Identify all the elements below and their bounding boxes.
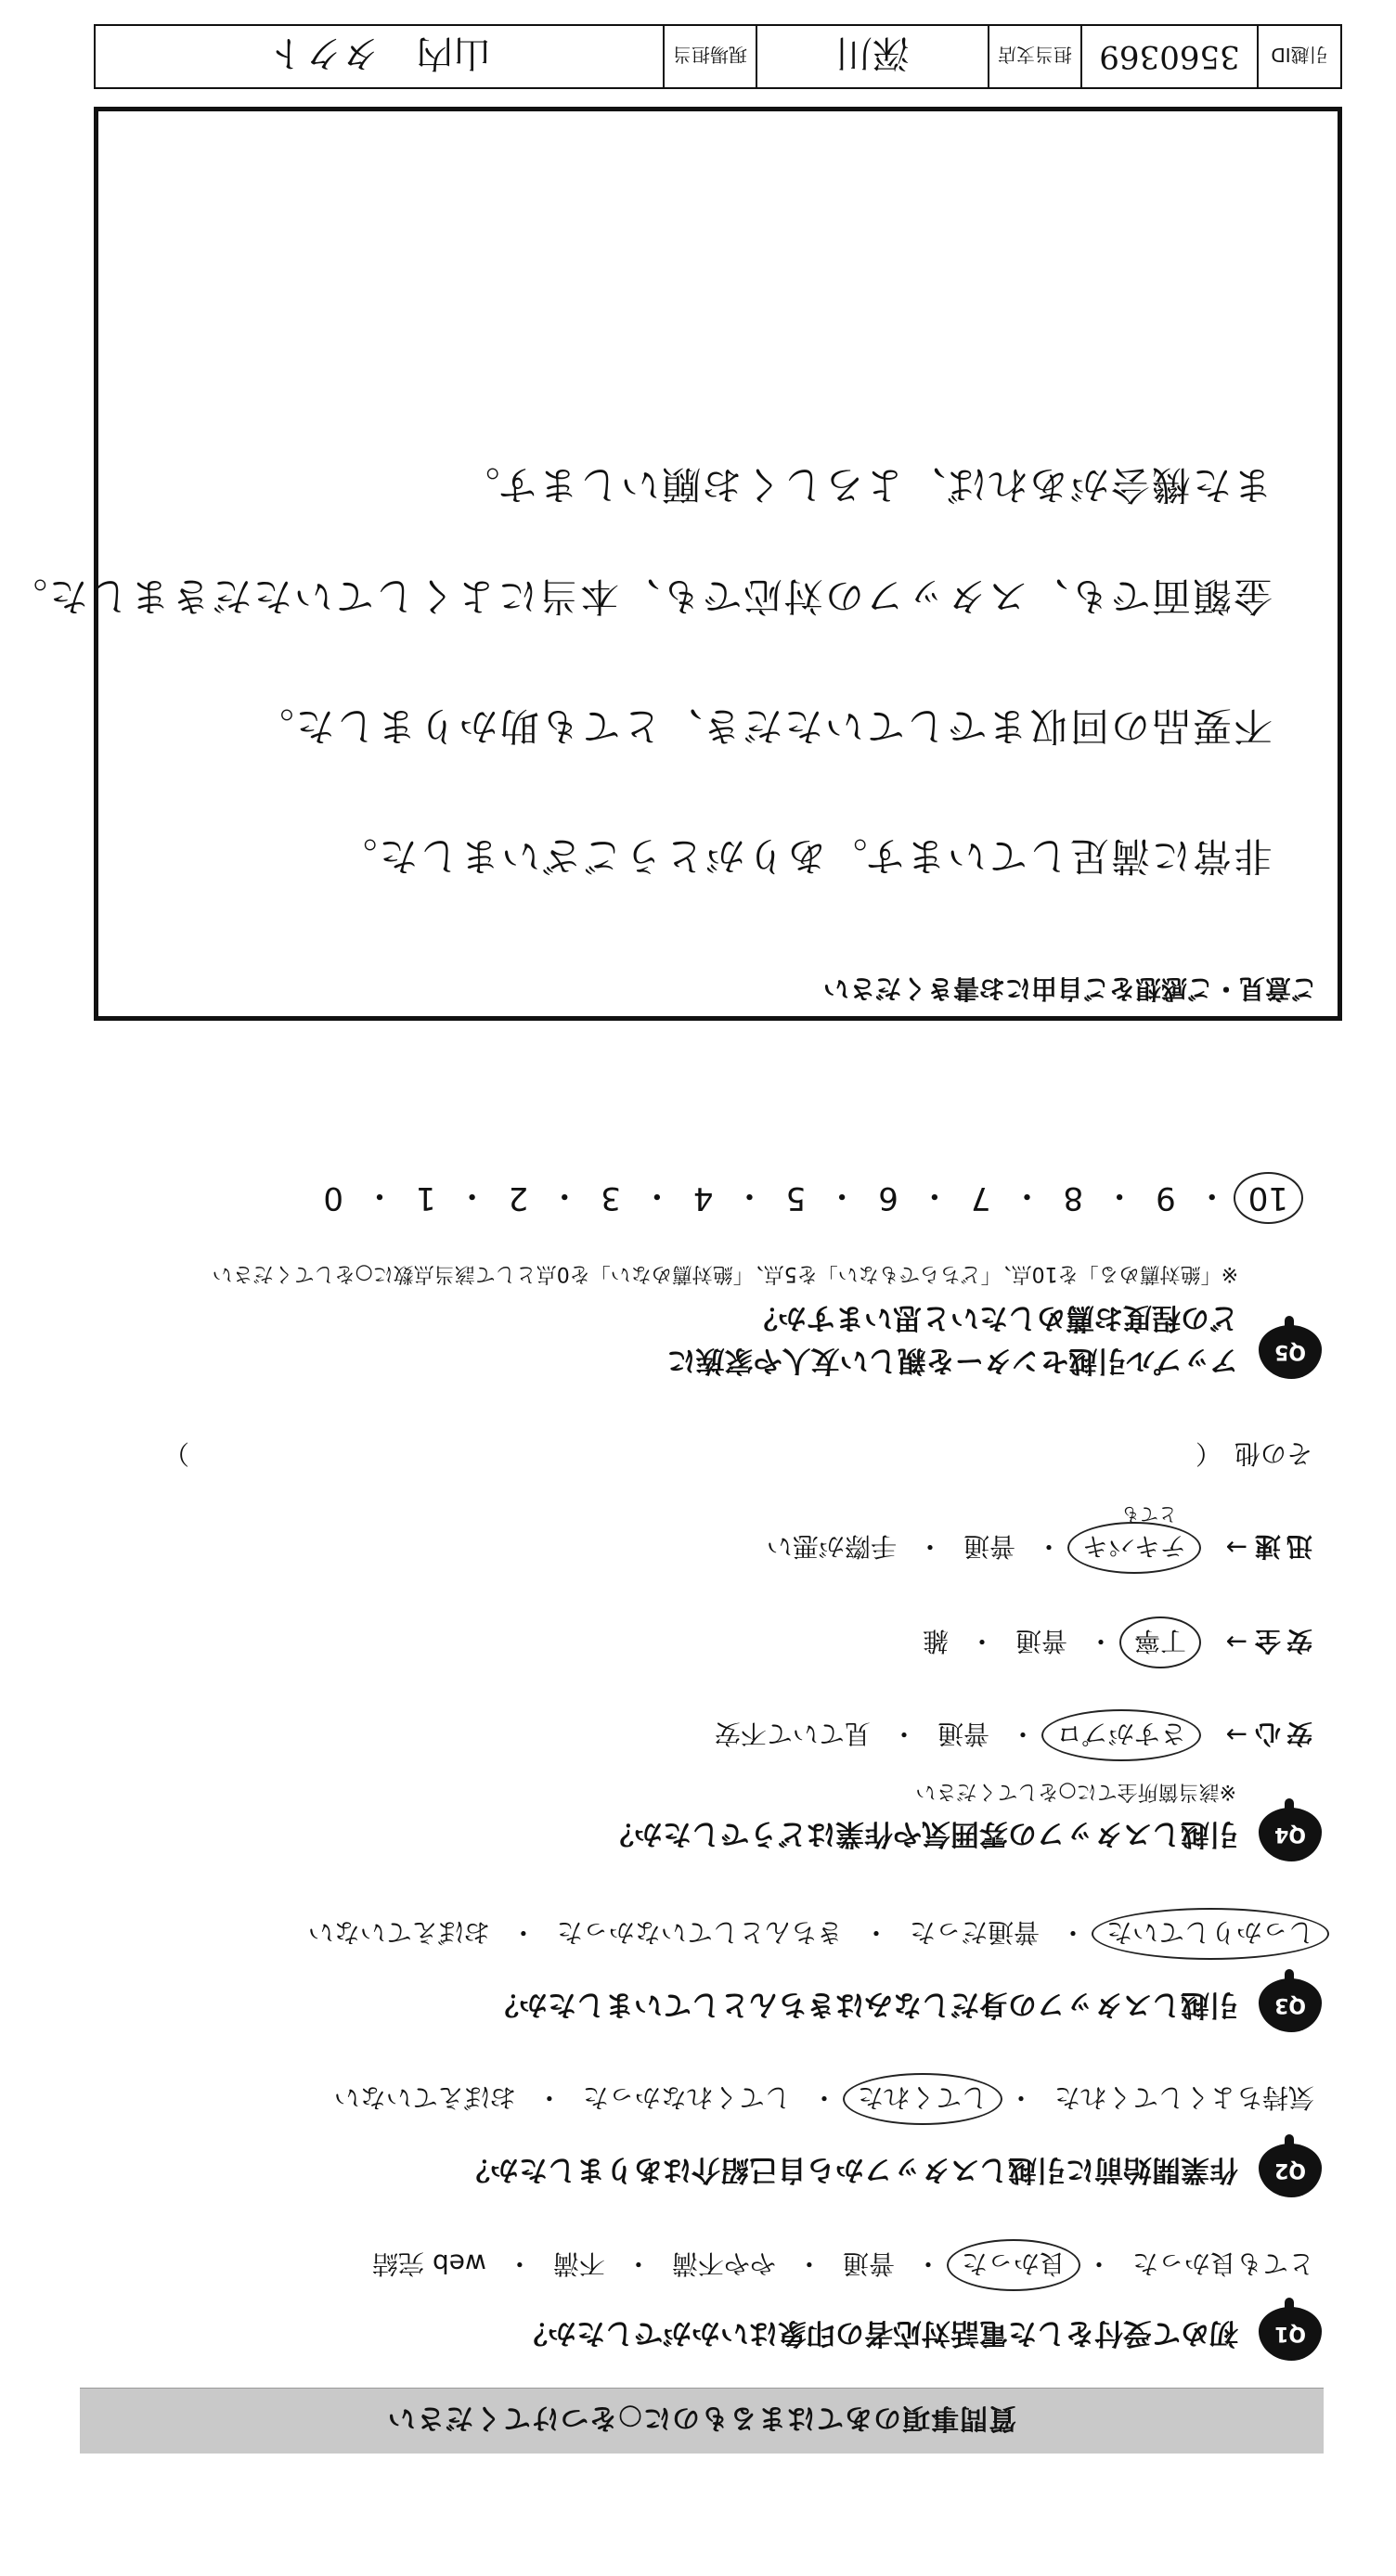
comment-box (6, 107, 1342, 1021)
q4-option[interactable]: 手際が悪い (766, 1531, 897, 1562)
q3-option[interactable]: おぼえていない (307, 1917, 490, 1948)
q4-badge-icon: Q4 (1259, 1804, 1322, 1861)
q4-question: 引越しスタッフの雰囲気や作業はどうでしたか？ (605, 1817, 1238, 1850)
q1-question: 初めて受付をした電話対応者の印象はいかがでしたか？ (519, 2316, 1238, 2350)
q1-option-selected[interactable]: 良かった (956, 2247, 1071, 2284)
q4-other-close: ） (162, 1438, 189, 1469)
q5-scale-option[interactable]: 9 (1156, 1179, 1176, 1217)
footer-id-label: 引越ID (1257, 26, 1340, 87)
q5-scale-option[interactable]: 2 (508, 1179, 529, 1217)
q2-option[interactable]: してくれなかった (582, 2082, 791, 2113)
q1-badge-icon: Q1 (1259, 2303, 1322, 2361)
q5-scale-option[interactable]: 5 (785, 1179, 807, 1217)
q4-option[interactable]: 普通 (937, 1719, 989, 1749)
q4-option-selected[interactable]: テキパキ (1077, 1529, 1192, 1566)
comment-line: 不要品の回収までしていただき、とても助かりました。 (252, 703, 1273, 749)
q5-scale-option[interactable]: 1 (415, 1179, 436, 1217)
q3-option[interactable]: きちんとしていなかった (556, 1917, 843, 1948)
footer-leader-label: 現場担当 (663, 26, 756, 87)
q5-question-line2: どの程度お薦めしたいと思いますか？ (749, 1301, 1238, 1334)
q2-option-selected[interactable]: してくれた (852, 2080, 993, 2118)
q4-option[interactable]: 普通 (963, 1531, 1015, 1562)
q3-option-selected[interactable]: しっかりしていた (1101, 1915, 1320, 1952)
q5-scale-option[interactable]: 6 (878, 1179, 898, 1217)
q1-option[interactable]: web 完結 (372, 2248, 486, 2279)
header-banner-text: 質問事項のあてはまるものに○をつけてください (386, 2402, 1017, 2434)
q5-scale-option[interactable]: 7 (970, 1179, 991, 1217)
q4-note: ※該当箇所全てに○をしてください (915, 1780, 1236, 1803)
q5-scale-option[interactable]: 0 (323, 1179, 343, 1217)
q4-other (1196, 1436, 1312, 1474)
q5-scale-option-selected[interactable]: 10 (1243, 1180, 1294, 1217)
q4-option[interactable]: 見ていて不安 (714, 1719, 871, 1749)
q1-option[interactable]: とても良かった (1131, 2248, 1314, 2279)
q4-row-anshin: 安心 → さすがプロ ・ 普通 ・ 見ていて不安 (709, 1717, 1312, 1754)
q4-other-label: その他 （ (1195, 1438, 1312, 1469)
q2-option[interactable]: おぼえていない (333, 2082, 516, 2113)
q5-scale-option[interactable]: 8 (1063, 1179, 1084, 1217)
q5-scale: 10 ・ 9 ・ 8 ・ 7 ・ 6 ・ 5 ・ 4 ・ 3 ・ 2 ・ 1 ・ 0 (317, 1176, 1294, 1221)
q2-options: 気持ちよくしてくれた ・ してくれた ・ してくれなかった ・ おぼえていない (329, 2080, 1320, 2118)
footer-id-value: 3560369 (1080, 26, 1257, 87)
q3-badge-icon: Q3 (1259, 1975, 1322, 2032)
q4-option-selected[interactable]: さすがプロ (1051, 1717, 1192, 1754)
q4-option-selected[interactable]: 丁寧 (1129, 1624, 1192, 1661)
comment-line: 金額面でも、スタッフの対応でも、本当によくしていただきました。 (6, 573, 1273, 619)
q3-option[interactable]: 普通だった (909, 1917, 1040, 1948)
q5-question-line1: アップル引越センターを親しい友人や家族に (666, 1344, 1238, 1377)
q5-scale-option[interactable]: 4 (692, 1179, 714, 1217)
q1-option[interactable]: 不満 (552, 2248, 605, 2279)
footer-leader-value: 山内 タクト (267, 32, 491, 75)
footer-branch-value: 深川 (756, 26, 988, 87)
footer-table (94, 24, 1342, 89)
q4-row-jinsoku: 迅速 → テキパキ ・ 普通 ・ 手際が悪い (761, 1529, 1312, 1566)
q5-note: ※「絶対薦める」を10点、「どちらでもない」を5点、「絶対薦めない」を0点として該当点数に○をしてください (212, 1262, 1238, 1285)
q4-row-label: 安心 (1248, 1719, 1312, 1749)
footer-branch-label: 担当支店 (988, 26, 1080, 87)
comment-title: ご意見・ご感想をご自由にお書きください (822, 973, 1317, 1004)
q3-options: しっかりしていた ・ 普通だった ・ きちんとしていなかった ・ おぼえていない (303, 1915, 1320, 1952)
header-banner (80, 2388, 1324, 2454)
q4-option[interactable]: 普通 (1015, 1626, 1067, 1656)
q4-handwritten-note: とても (1121, 1503, 1177, 1526)
q2-question: 作業開始前に引越しスタッフから自己紹介はありましたか？ (461, 2153, 1238, 2186)
q1-option[interactable]: 普通 (842, 2248, 895, 2279)
q2-badge-icon: Q2 (1259, 2140, 1322, 2197)
comment-line: 非常に満足しています。ありがとうございました。 (336, 833, 1273, 879)
q5-scale-option[interactable]: 3 (601, 1179, 621, 1217)
q3-question: 引越しスタッフの身だしなみはきちんとしていましたか？ (490, 1988, 1238, 2021)
q1-option[interactable]: やや不満 (671, 2248, 776, 2279)
q4-option[interactable]: 雑 (922, 1626, 949, 1656)
q4-row-label: 安全 (1248, 1626, 1312, 1656)
q2-option[interactable]: 気持ちよくしてくれた (1053, 2082, 1314, 2113)
q4-row-label: 迅速 (1248, 1531, 1312, 1562)
q4-row-anzen: 安全 → 丁寧 ・ 普通 ・ 雑 (917, 1624, 1312, 1661)
comment-line: また機会があれば、よろしくお願いします。 (459, 462, 1273, 508)
q1-options: とても良かった ・ 良かった ・ 普通 ・ やや不満 ・ 不満 ・ web 完結 (367, 2247, 1320, 2284)
q5-badge-icon: Q5 (1259, 1321, 1322, 1379)
